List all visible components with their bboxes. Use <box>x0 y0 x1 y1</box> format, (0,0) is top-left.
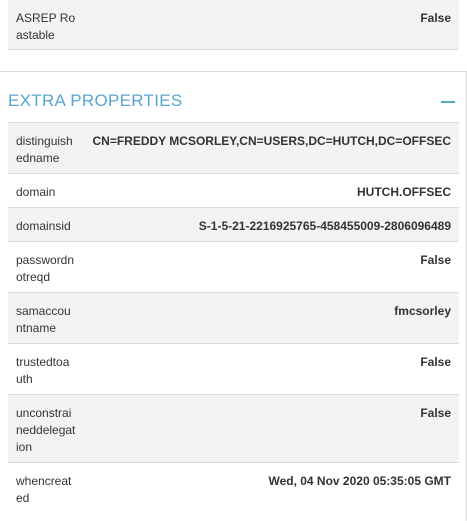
property-key: domainsid <box>16 219 71 233</box>
section-divider <box>0 71 467 72</box>
property-row-domain <box>8 174 459 208</box>
property-row-samaccountname <box>8 293 459 344</box>
property-row-trustedtoauth <box>8 344 459 395</box>
property-key: distinguishedname <box>16 134 73 165</box>
property-value: S-1-5-21-2216925765-458455009-2806096489 <box>198 219 451 233</box>
property-value: Wed, 04 Nov 2020 05:35:05 GMT <box>268 474 451 488</box>
property-value: False <box>420 406 451 420</box>
property-value: CN=FREDDY MCSORLEY,CN=USERS,DC=HUTCH,DC=OFFSEC <box>92 134 451 148</box>
property-key: samaccountname <box>16 304 71 335</box>
collapse-minus-icon[interactable] <box>441 101 455 103</box>
property-row-distinguishedname <box>8 123 459 174</box>
property-value: False <box>420 253 451 267</box>
extra-properties-table <box>8 122 459 523</box>
property-value: False <box>420 11 451 25</box>
property-value: HUTCH.OFFSEC <box>357 185 451 199</box>
extra-properties-header[interactable] <box>8 90 459 114</box>
property-key: trustedtoauth <box>16 355 70 386</box>
property-key: domain <box>16 185 56 199</box>
property-key: ASREP Roastable <box>16 11 76 42</box>
property-row-passwordnotreqd <box>8 242 459 293</box>
property-row-asrep-roastable <box>8 0 459 50</box>
property-key: whencreated <box>16 474 72 505</box>
property-key: unconstraineddelegation <box>16 406 76 454</box>
top-properties <box>0 0 467 50</box>
section-title: EXTRA PROPERTIES <box>8 91 183 110</box>
property-key: passwordnotreqd <box>16 253 75 284</box>
property-value: False <box>420 355 451 369</box>
property-row-whencreated <box>8 463 459 523</box>
property-row-unconstraineddelegation <box>8 395 459 463</box>
property-row-domainsid <box>8 208 459 242</box>
property-value: fmcsorley <box>394 304 451 318</box>
